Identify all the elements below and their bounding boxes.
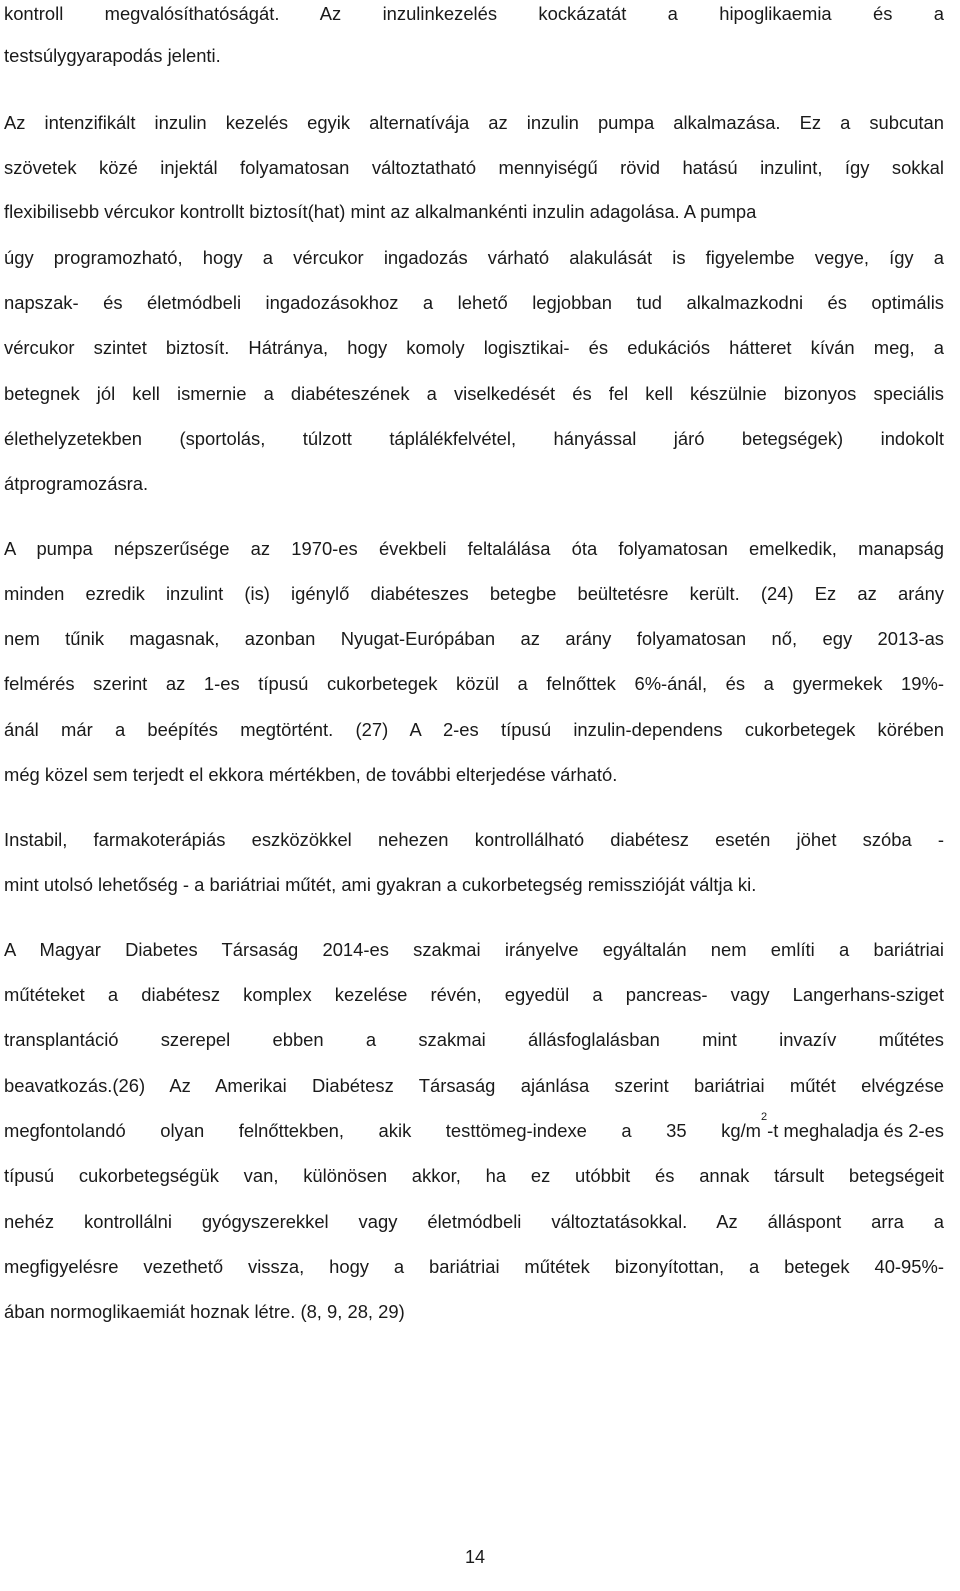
paragraph-1-line-2: testsúlygyarapodás jelenti. [4, 45, 221, 66]
paragraph-2-line-6: vércukor szintet biztosít. Hátránya, hogy komoly logisztikai- és edukációs hátteret kíván meg, a [4, 337, 944, 358]
paragraph-2-line-9: átprogramozásra. [4, 473, 149, 494]
paragraph-2-line-7: betegnek jól kell ismernie a diabéteszének a viselkedését és fel kell készülnie bizonyos speciális [4, 383, 944, 404]
paragraph-5-line-7: nehéz kontrollálni gyógyszerekkel vagy életmódbeli változtatásokkal. Az álláspont arra a [4, 1211, 944, 1232]
paragraph-1-line-1: kontroll megvalósíthatóságát. Az inzulinkezelés kockázatát a hipoglikaemia és a [4, 3, 944, 24]
paragraph-5-line-4: beavatkozás.(26) Az Amerikai Diabétesz Társaság ajánlása szerint bariátriai műtét elvégzése [4, 1075, 944, 1096]
paragraph-3-line-4: felmérés szerint az 1-es típusú cukorbetegek közül a felnőttek 6%-ánál, és a gyermekek 19%- [4, 673, 944, 694]
paragraph-5-line-9: ában normoglikaemiát hoznak létre. (8, 9, 28, 29) [4, 1301, 405, 1322]
paragraph-3-line-5: ánál már a beépítés megtörtént. (27) A 2-es típusú inzulin-dependens cukorbetegek körében [4, 719, 944, 740]
paragraph-3-line-3: nem tűnik magasnak, azonban Nyugat-Európában az arány folyamatosan nő, egy 2013-as [4, 628, 944, 649]
paragraph-3-line-1: A pumpa népszerűsége az 1970-es évekbeli feltalálása óta folyamatosan emelkedik, manapság [4, 538, 944, 559]
superscript-2: 2 [761, 1111, 768, 1123]
bmi-sentence-end: -t meghaladja és 2-es [767, 1120, 944, 1141]
paragraph-5-line-5 [4, 1111, 944, 1145]
paragraph-2-line-4: úgy programozható, hogy a vércukor ingadozás várható alakulását is figyelembe vegye, így a [4, 247, 944, 268]
paragraph-5-line-1: A Magyar Diabetes Társaság 2014-es szakmai irányelve egyáltalán nem említi a bariátriai [4, 939, 944, 960]
paragraph-2-line-3: flexibilisebb vércukor kontrollt biztosít(hat) mint az alkalmankénti inzulin adagolása. A pumpa [4, 201, 757, 222]
paragraph-2-line-5: napszak- és életmódbeli ingadozásokhoz a lehető legjobban tud alkalmazkodni és optimális [4, 292, 944, 313]
paragraph-4-line-2: mint utolsó lehetőség - a bariátriai műtét, ami gyakran a cukorbetegség remisszióját váltja ki. [4, 874, 757, 895]
paragraph-2-line-8: élethelyzetekben (sportolás, túlzott táplálékfelvétel, hányással járó betegségek) indokolt [4, 428, 944, 449]
page-number: 14 [464, 1547, 486, 1567]
paragraph-2-line-2: szövetek közé injektál folyamatosan változtatható mennyiségű rövid hatású inzulint, így sokkal [4, 157, 944, 178]
bmi-sentence-start: megfontolandó olyan felnőttekben, akik testtömeg-indexe a 35 kg/m [4, 1120, 762, 1141]
paragraph-3-line-2: minden ezredik inzulint (is) igénylő diabéteszes betegbe beültetésre került. (24) Ez az arány [4, 583, 944, 604]
paragraph-5-line-6: típusú cukorbetegségük van, különösen akkor, ha ez utóbbit és annak társult betegségeit [4, 1165, 944, 1186]
paragraph-5-line-2: műtéteket a diabétesz komplex kezelése révén, egyedül a pancreas- vagy Langerhans-sziget [4, 984, 944, 1005]
paragraph-3-line-6: még közel sem terjedt el ekkora mértékben, de további elterjedése várható. [4, 764, 618, 785]
paragraph-5-line-8: megfigyelésre vezethető vissza, hogy a bariátriai műtétek bizonyítottan, a betegek 40-95%- [4, 1256, 944, 1277]
paragraph-2-line-1: Az intenzifikált inzulin kezelés egyik alternatívája az inzulin pumpa alkalmazása. Ez a subcutan [4, 112, 944, 133]
paragraph-4-line-1: Instabil, farmakoterápiás eszközökkel nehezen kontrollálható diabétesz esetén jöhet szóba - [4, 829, 944, 850]
paragraph-5-line-3: transplantáció szerepel ebben a szakmai állásfoglalásban mint invazív műtétes [4, 1029, 944, 1050]
